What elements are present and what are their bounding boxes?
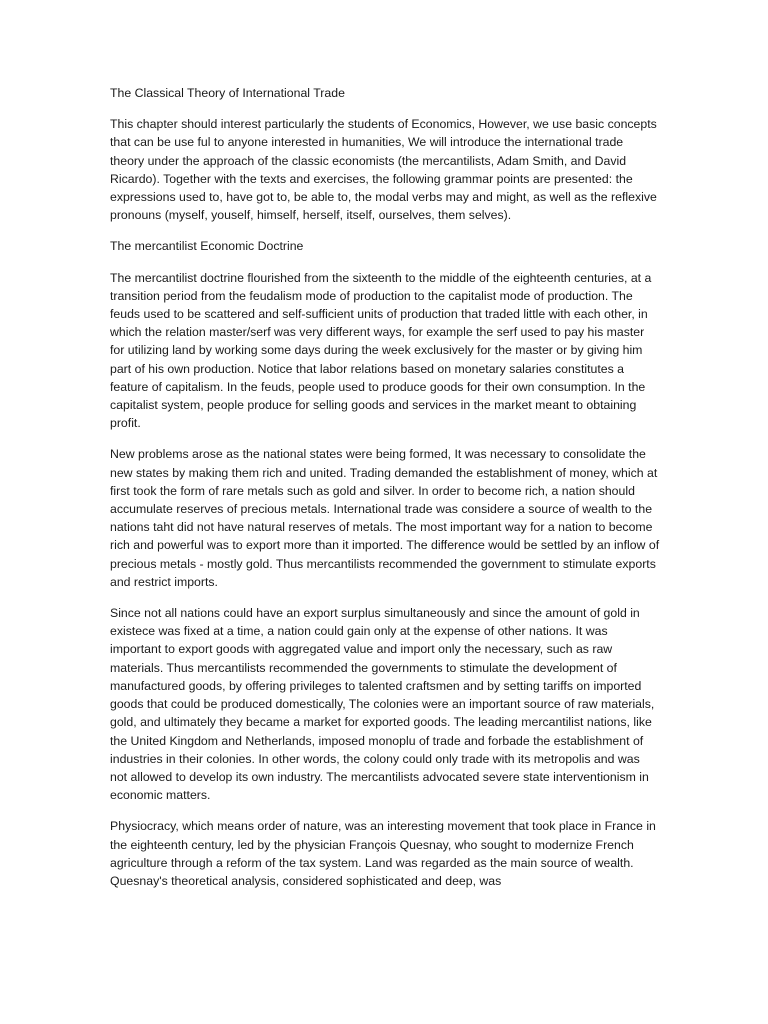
document-page <box>110 84 660 903</box>
body-paragraph-2: New problems arose as the national states were being formed, It was necessary to consolidate the new states by making them rich and united. Trading demanded the establishment of money, which at first took the form of rare metals such as gold and silver. In order to become rich, a nation should accumulate reserves of precious metals. International trade was considere a source of wealth to the nations taht did not have natural reserves of metals. The most important way for a nation to become rich and powerful was to export more than it imported. The difference would be settled by an inflow of precious metals - mostly gold. Thus mercantilists recommended the government to stimulate exports and restrict imports. <box>110 447 660 589</box>
intro-paragraph: This chapter should interest particularly the students of Economics, However, we use basic concepts that can be use ful to anyone interested in humanities, We will introduce the international trade theory under the approach of the classic economists (the mercantilists, Adam Smith, and David Ricardo). Together with the texts and exercises, the following grammar points are presented: the expressions used to, have got to, be able to, the modal verbs may and might, as well as the reflexive pronouns (myself, youself, himself, herself, itself, ourselves, them selves). <box>110 117 657 223</box>
body-paragraph-3: Since not all nations could have an export surplus simultaneously and since the amount of gold in existece was fixed at a time, a nation could gain only at the expense of other nations. It was important to export goods with aggregated value and import only the necessary, such as raw materials. Thus mercantilists recommended the governments to stimulate the development of manufactured goods, by offering privileges to talented craftsmen and by setting tariffs on imported goods that could be produced domestically, The colonies were an important source of raw materials, gold, and ultimately they became a market for exported goods. The leading mercantilist nations, like the United Kingdom and Netherlands, imposed monoplu of trade and forbade the establishment of industries in their colonies. In other words, the colony could only trade with its metropolis and was not allowed to develop its own industry. The mercantilists advocated severe state interventionism in economic matters. <box>110 606 655 803</box>
body-paragraph-1: The mercantilist doctrine flourished from the sixteenth to the middle of the eighteenth centuries, at a transition period from the feudalism mode of production to the capitalist mode of production. The feuds used to be scattered and self-sufficient units of production that traded little with each other, in which the relation master/serf was very different ways, for example the serf used to pay his master for utilizing land by working some days during the week exclusively for the master or by giving him part of his own production. Notice that labor relations based on monetary salaries constitutes a feature of capitalism. In the feuds, people used to produce goods for their own consumption. In the capitalist system, people produce for selling goods and services in the market meant to obtaining profit. <box>110 270 652 431</box>
section-heading: The mercantilist Economic Doctrine <box>110 239 304 254</box>
document-title: The Classical Theory of International Trade <box>110 86 345 100</box>
body-paragraph-4: Physiocracy, which means order of nature, was an interesting movement that took place in France in the eighteenth century, led by the physician François Quesnay, who sought to modernize French agriculture through a reform of the tax system. Land was regarded as the main source of wealth. Quesnay's theoretical analysis, considered sophisticated and deep, was <box>110 819 656 888</box>
